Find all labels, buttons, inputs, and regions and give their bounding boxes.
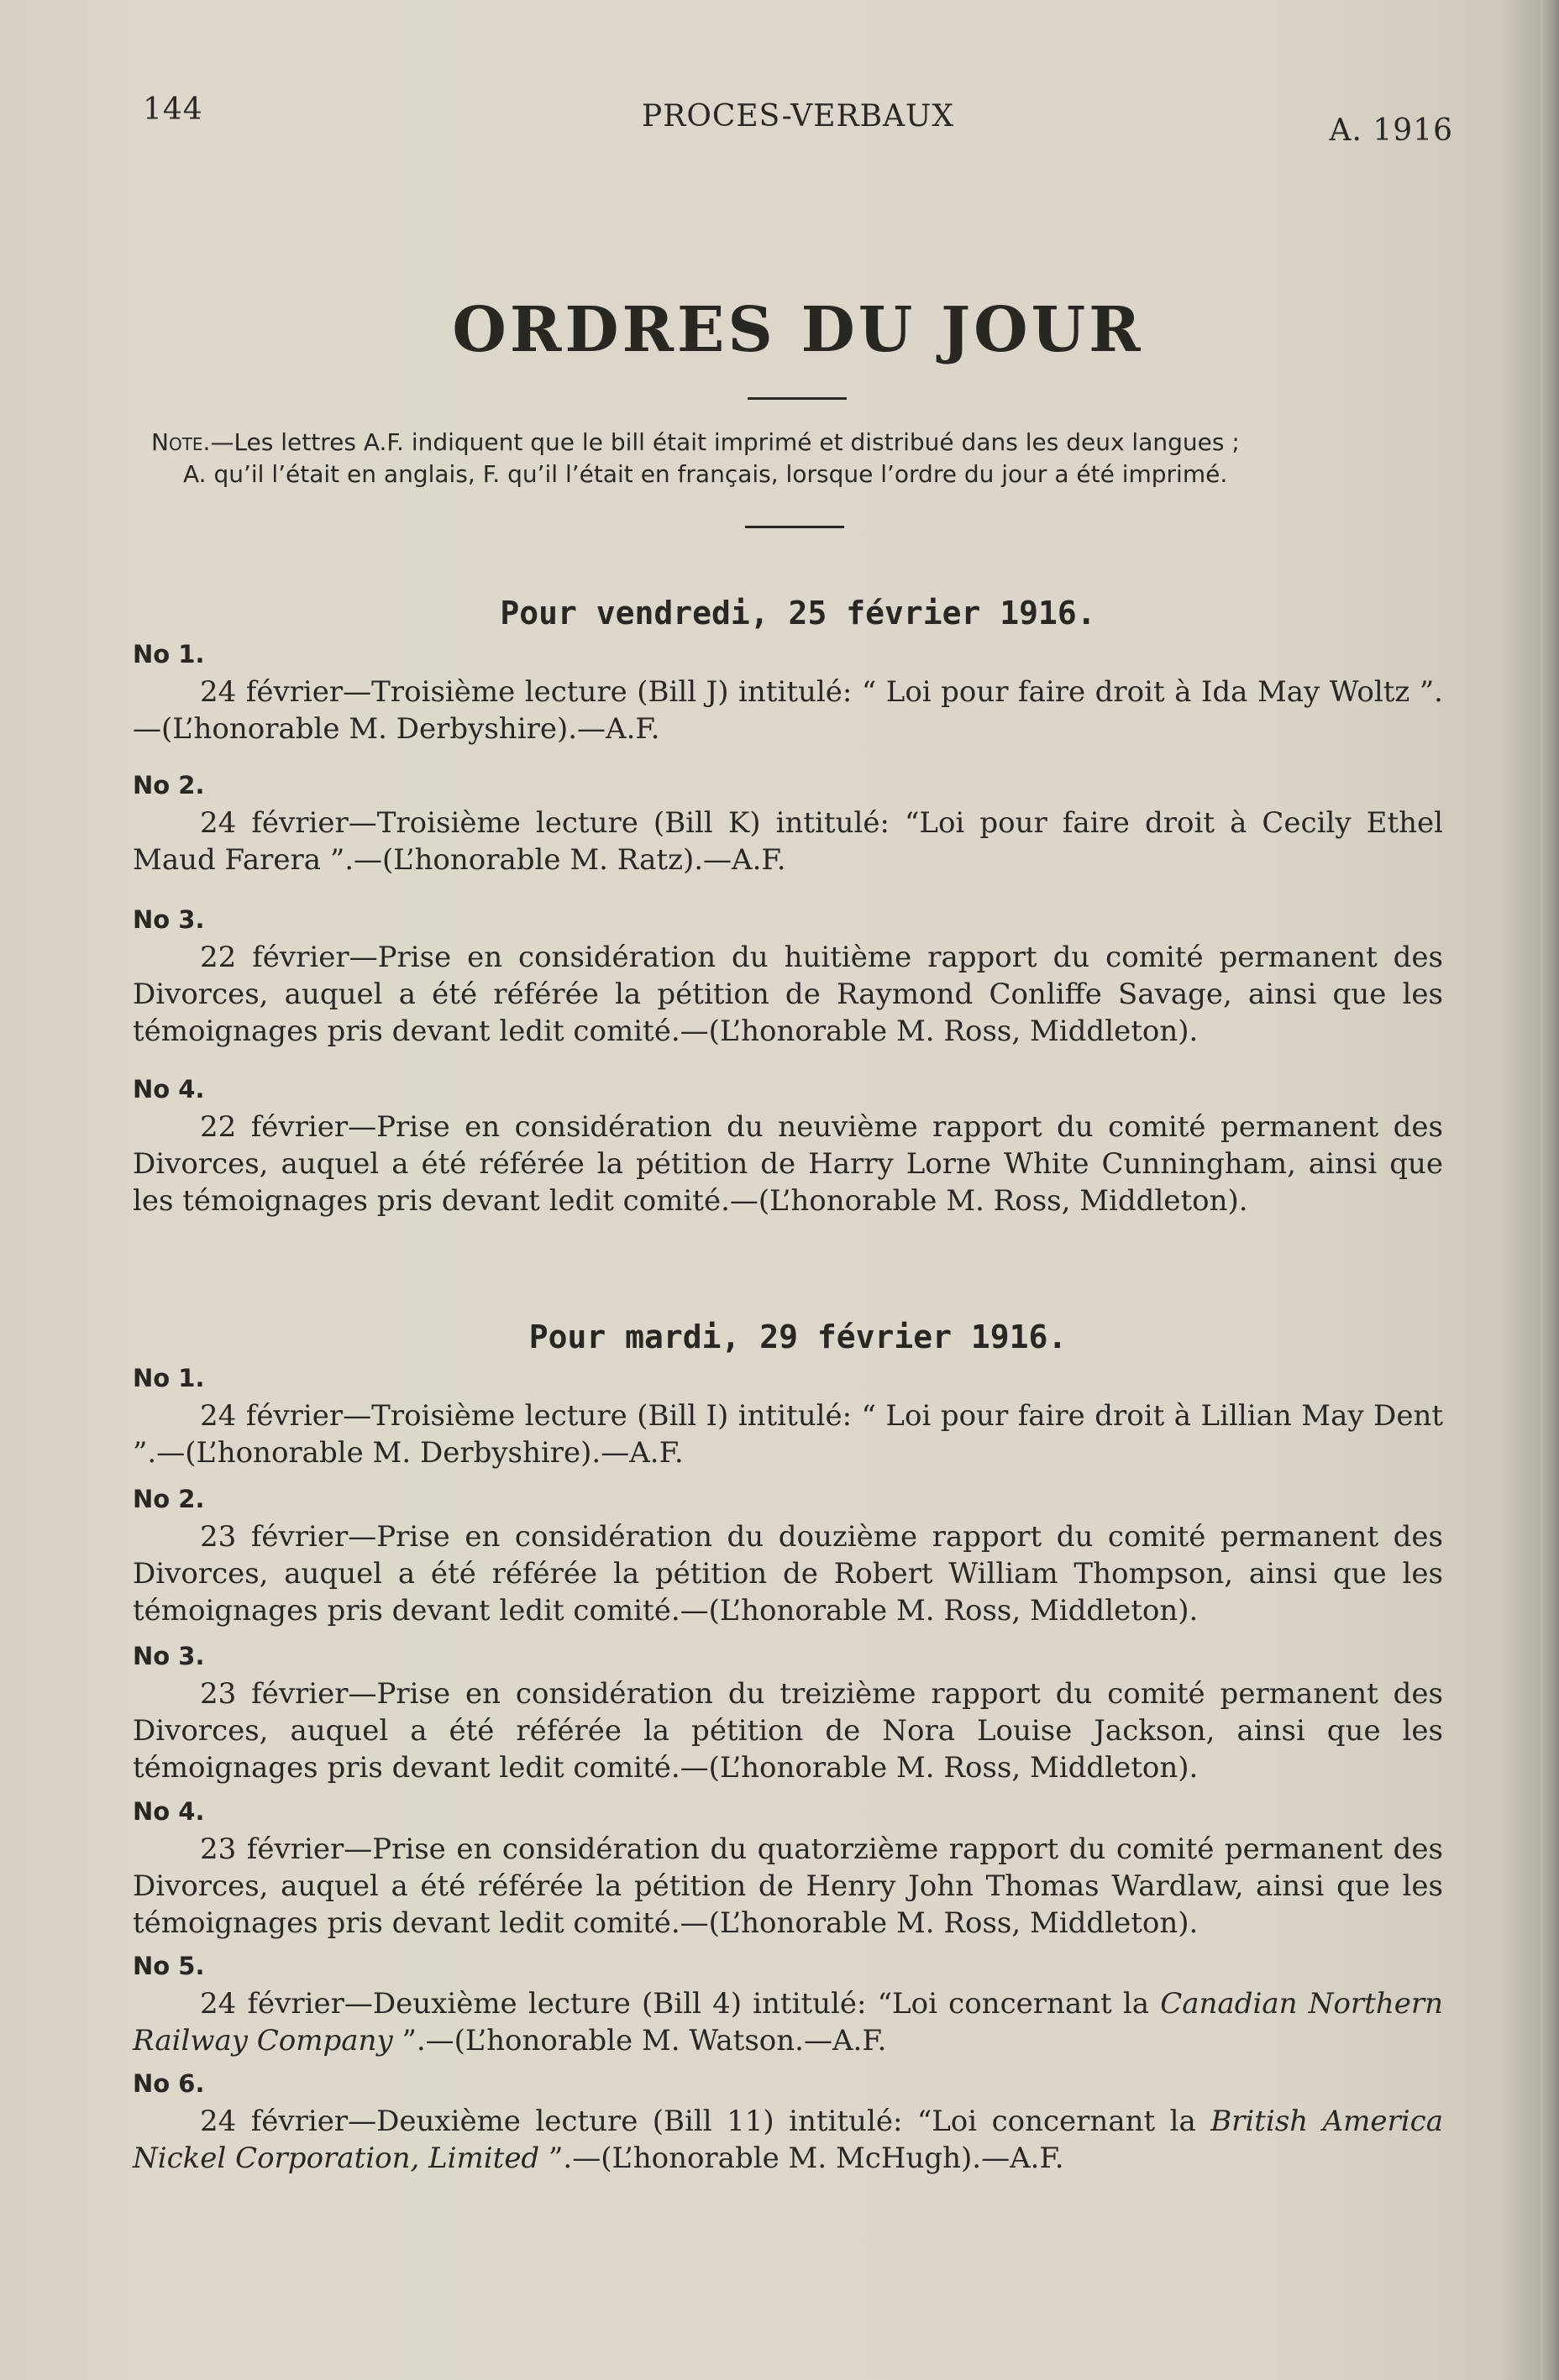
note — [151, 427, 1445, 490]
item-text-italic: British America Nickel Corporation, Limited — [133, 2105, 1443, 2175]
agenda-item — [133, 2069, 1443, 2177]
note-rule — [745, 526, 844, 528]
running-year: A. 1916 — [1329, 113, 1453, 148]
agenda-item — [133, 1364, 1443, 1471]
item-number: No 2. — [133, 1485, 205, 1513]
item-number: No 6. — [133, 2069, 205, 2098]
item-number: No 4. — [133, 1797, 205, 1826]
item-number: No 3. — [133, 1642, 205, 1670]
item-text-post: ”.—(L’honorable M. McHugh).—A.F. — [539, 2141, 1064, 2175]
note-line-2: A. qu’il l’était en anglais, F. qu’il l’était en français, lorsque l’ordre du jour a été imprimé. — [183, 460, 1228, 488]
agenda-item — [133, 1642, 1443, 1786]
page-title: ORDRES DU JOUR — [452, 294, 1144, 366]
agenda-item — [133, 771, 1443, 878]
item-text-italic: Canadian Northern Railway Company — [133, 1987, 1444, 2058]
item-number: No 2. — [133, 771, 205, 799]
item-text: 22 février—Prise en considération du neuvième rapport du comité permanent des Divorces, auquel a été référée la pétition de Harry Lorne White Cunningham, ainsi que les témoignages pris devant ledit comité.—(L’honorable M. Ross, Middleton). — [133, 1110, 1443, 1218]
item-number: No 5. — [133, 1952, 205, 1980]
item-text: 23 février—Prise en considération du treizième rapport du comité permanent des Divorces, auquel a été référée la pétition de Nora Louise Jackson, ainsi que les témoignages pris devant ledit comité.—(L’honorable M. Ross, Middleton). — [133, 1677, 1443, 1785]
page-number: 144 — [143, 92, 203, 127]
section-heading: Pour vendredi, 25 février 1916. — [500, 595, 1096, 632]
agenda-item — [133, 640, 1443, 747]
item-text: 24 février—Troisième lecture (Bill J) intitulé: “ Loi pour faire droit à Ida May Woltz ”.—(L’honorable M. Derbyshire).—A.F. — [133, 675, 1443, 746]
item-text: 22 février—Prise en considération du huitième rapport du comité permanent des Divorces, auquel a été référée la pétition de Raymond Conliffe Savage, ainsi que les témoignages pris devant ledit comité.—(L’honorable M. Ross, Middleton). — [133, 941, 1443, 1048]
note-line-1 — [151, 427, 1445, 459]
item-text — [133, 1985, 1443, 2059]
item-text-post: ”.—(L’honorable M. Watson.—A.F. — [392, 2024, 887, 2058]
running-title: PROCES-VERBAUX — [642, 99, 954, 134]
item-text-pre: 24 février—Deuxième lecture (Bill 4) intitulé: “Loi concernant la — [200, 1987, 1161, 2021]
item-text: 23 février—Prise en considération du douzième rapport du comité permanent des Divorces, auquel a été référée la pétition de Robert William Thompson, ainsi que les témoignages pris devant ledit comité.—(L’honorable M. Ross, Middleton). — [133, 1520, 1443, 1628]
agenda-item — [133, 1485, 1443, 1629]
item-number: No 3. — [133, 905, 205, 934]
item-text: 24 février—Troisième lecture (Bill I) intitulé: “ Loi pour faire droit à Lillian May Dent ”.—(L’honorable M. Derbyshire).—A.F. — [133, 1399, 1443, 1470]
item-text-pre: 24 février—Deuxième lecture (Bill 11) intitulé: “Loi concernant la — [200, 2105, 1211, 2138]
running-head — [143, 92, 1453, 148]
agenda-item — [133, 1797, 1443, 1942]
agenda-item — [133, 1952, 1443, 2059]
agenda-item — [133, 1075, 1443, 1219]
section-heading: Pour mardi, 29 février 1916. — [528, 1318, 1068, 1355]
note-label: Note. — [151, 428, 211, 456]
item-text: 23 février—Prise en considération du quatorzième rapport du comité permanent des Divorces, auquel a été référée la pétition de Henry John Thomas Wardlaw, ainsi que les témoignages pris devant ledit comité.—(L’honorable M. Ross, Middleton). — [133, 1832, 1443, 1940]
item-number: No 1. — [133, 1364, 205, 1392]
item-text: 24 février—Troisième lecture (Bill K) intitulé: “Loi pour faire droit à Cecily Ethel Maud Farera ”.—(L’honorable M. Ratz).—A.F. — [133, 806, 1443, 877]
item-number: No 1. — [133, 640, 205, 668]
agenda-item — [133, 905, 1443, 1050]
title-rule — [748, 397, 847, 400]
item-number: No 4. — [133, 1075, 205, 1104]
item-text — [133, 2103, 1443, 2177]
note-text-1: —Les lettres A.F. indiquent que le bill était imprimé et distribué dans les deux langues ; — [210, 428, 1240, 456]
